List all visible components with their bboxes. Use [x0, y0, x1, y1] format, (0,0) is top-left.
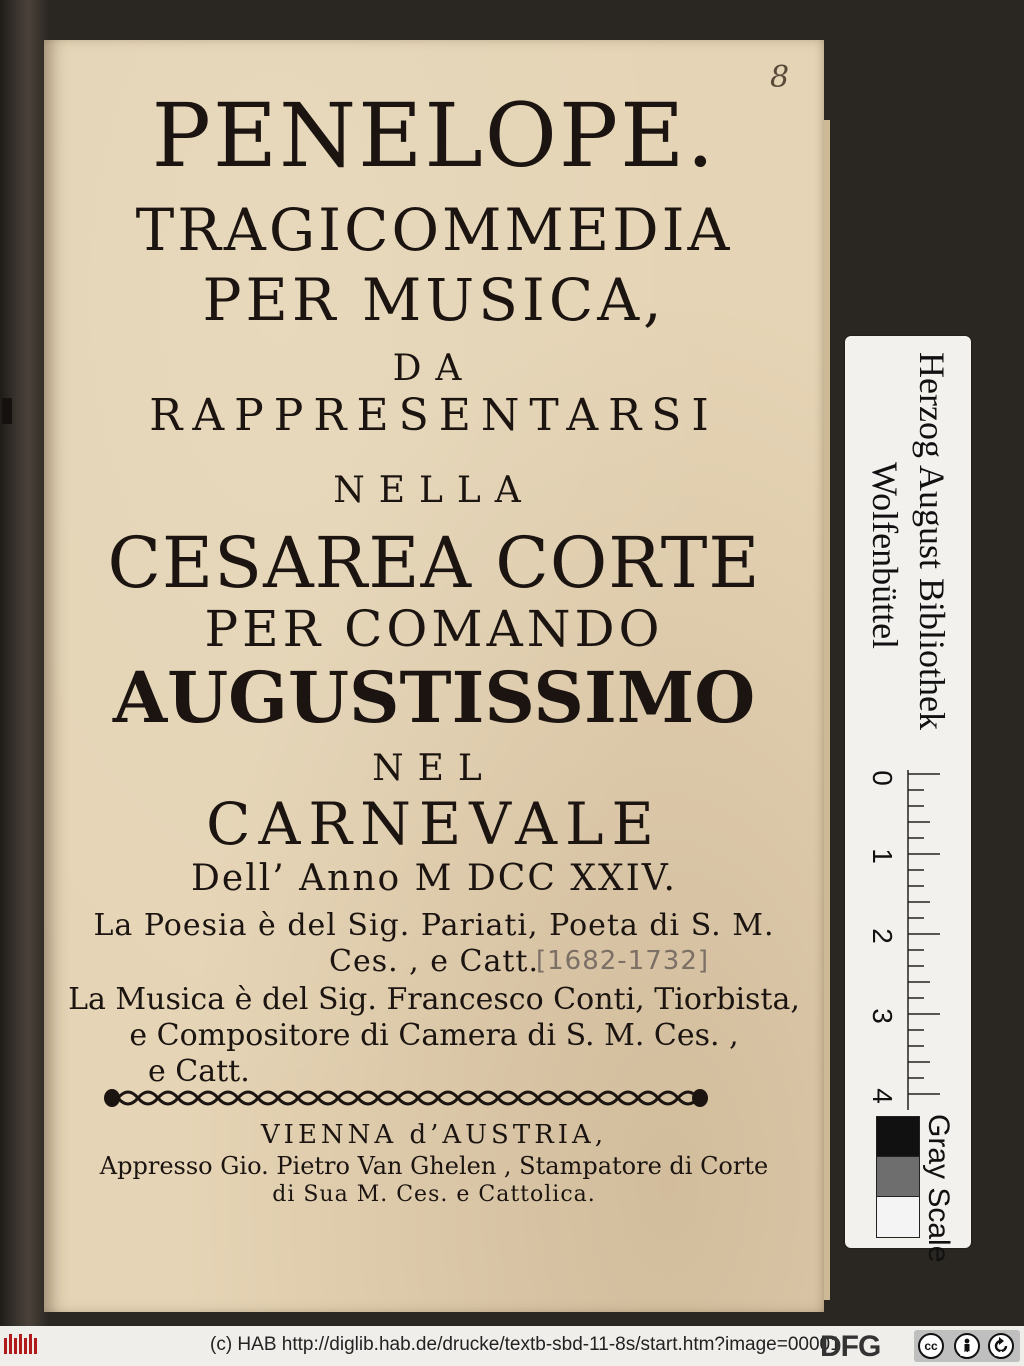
cc-icon: cc: [918, 1333, 944, 1359]
ruler-number-4: 4: [866, 1088, 898, 1104]
poetry-credit-line: La Poesia è del Sig. Pariati, Poeta di S. M.: [93, 908, 775, 943]
binding-letter-fragment: [2, 398, 12, 424]
music-credit-line: La Musica è del Sig. Francesco Conti, Tiorbista,: [68, 982, 800, 1017]
swatch-white: [876, 1196, 920, 1238]
gray-scale-label: Gray Scale: [922, 1114, 955, 1263]
catt-line: e Catt.: [148, 1054, 250, 1089]
imprint-city-line: VIENNA d’AUSTRIA,: [260, 1120, 608, 1150]
cc-license-badge[interactable]: [914, 1330, 1020, 1362]
rappresentarsi-line: RAPPRESENTARSI: [149, 390, 719, 441]
cesarea-corte-line: CESAREA CORTE: [107, 522, 761, 604]
card-institution-line2: Wolfenbüttel: [865, 462, 905, 650]
pencil-annotation: [1682-1732]: [536, 946, 710, 976]
ruler-number-1: 1: [866, 848, 898, 864]
book-binding: [0, 0, 48, 1326]
ruler-number-3: 3: [866, 1008, 898, 1024]
ruler-number-0: 0: [866, 770, 898, 786]
swatch-black: [876, 1116, 920, 1158]
imprint-court-line: di Sua M. Ces. e Cattolica.: [272, 1182, 596, 1207]
ruler-number-2: 2: [866, 928, 898, 944]
footer-bar: [0, 1326, 1024, 1366]
card-institution-line1: Herzog August Bibliothek: [912, 352, 952, 730]
source-url[interactable]: (c) HAB http://diglib.hab.de/drucke/textb-sbd-11-8s/start.htm?image=00001: [210, 1334, 841, 1355]
poetry-credit-continuation: Ces. , e Catt.: [328, 944, 540, 979]
per-musica-line: PER MUSICA,: [202, 266, 666, 334]
sa-label: SA: [994, 1351, 1004, 1358]
nel-line: NEL: [372, 748, 496, 789]
ruler-ticks: [906, 770, 946, 1110]
da-line: DA: [392, 348, 476, 389]
composer-line: e Compositore di Camera di S. M. Ces. ,: [129, 1018, 739, 1053]
carnevale-line: CARNEVALE: [206, 790, 662, 858]
augustissimo-line: AUGUSTISSIMO: [112, 656, 756, 739]
per-comando-line: PER COMANDO: [204, 600, 664, 658]
by-label: BY: [960, 1351, 970, 1358]
ornament-band: [104, 1084, 708, 1112]
hab-logo-icon: [4, 1332, 40, 1358]
swatch-gray: [876, 1156, 920, 1198]
nella-line: NELLA: [333, 470, 535, 511]
title-line: PENELOPE.: [151, 84, 717, 187]
genre-line: TRAGICOMMEDIA: [135, 196, 733, 264]
imprint-printer-line: Appresso Gio. Pietro Van Ghelen , Stampatore di Corte: [99, 1152, 769, 1180]
year-line: Dell’ Anno M DCC XXIV.: [191, 858, 677, 899]
page-number-handwritten: 8: [770, 60, 790, 95]
dfg-logo: DFG: [820, 1330, 881, 1363]
